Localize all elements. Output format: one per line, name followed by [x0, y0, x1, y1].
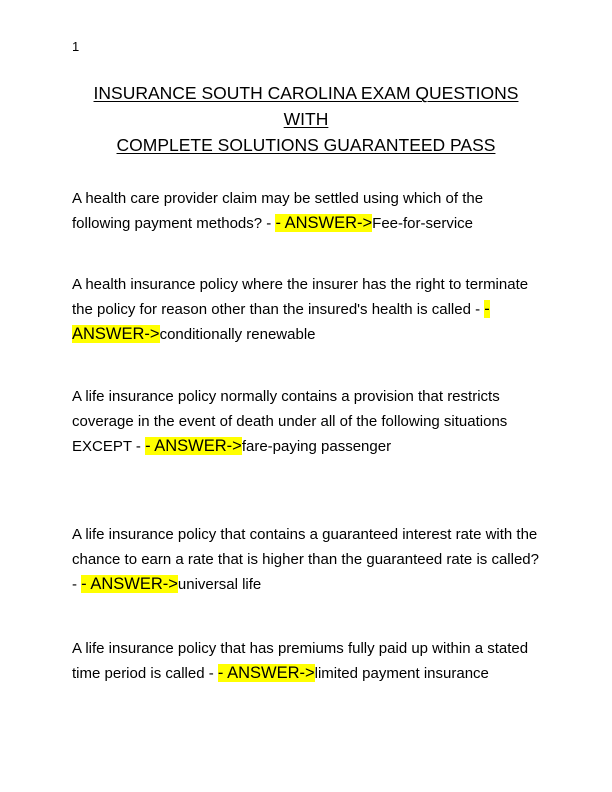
answer-text: Fee-for-service [372, 215, 474, 232]
page-number: 1 [72, 39, 80, 54]
qa-item [72, 272, 542, 347]
answer-text: limited payment insurance [314, 665, 489, 682]
answer-text: conditionally renewable [159, 326, 316, 343]
title-line-1: INSURANCE SOUTH CAROLINA EXAM QUESTIONS WITH [93, 83, 519, 129]
question-text: A life insurance policy that contains a guaranteed interest rate with the chance to earn a rate that is higher than the guaranteed rate is called? - [72, 526, 539, 593]
qa-item [72, 636, 542, 686]
qa-item [72, 186, 542, 236]
answer-label: - ANSWER-> [81, 575, 178, 593]
document-title [70, 80, 542, 158]
question-text: A health insurance policy where the insurer has the right to terminate the policy for reason other than the insured's health is called - [72, 276, 529, 318]
question-text: A life insurance policy that has premiums fully paid up within a stated time period is called - [72, 640, 529, 682]
qa-item [72, 522, 542, 597]
answer-text: universal life [177, 576, 262, 593]
answer-text: fare-paying passenger [241, 438, 392, 455]
title-line-2: COMPLETE SOLUTIONS GUARANTEED PASS [116, 135, 496, 155]
answer-label: - ANSWER-> [72, 300, 490, 343]
answer-label: - ANSWER-> [145, 437, 242, 455]
answer-label: - ANSWER-> [275, 214, 373, 232]
qa-item [72, 384, 542, 459]
answer-label: - ANSWER-> [217, 664, 315, 682]
question-text: A life insurance policy normally contains a provision that restricts coverage in the event of death under all of the following situations EXCEPT - [72, 388, 508, 455]
question-text: A health care provider claim may be settled using which of the following payment methods? - [72, 190, 484, 232]
